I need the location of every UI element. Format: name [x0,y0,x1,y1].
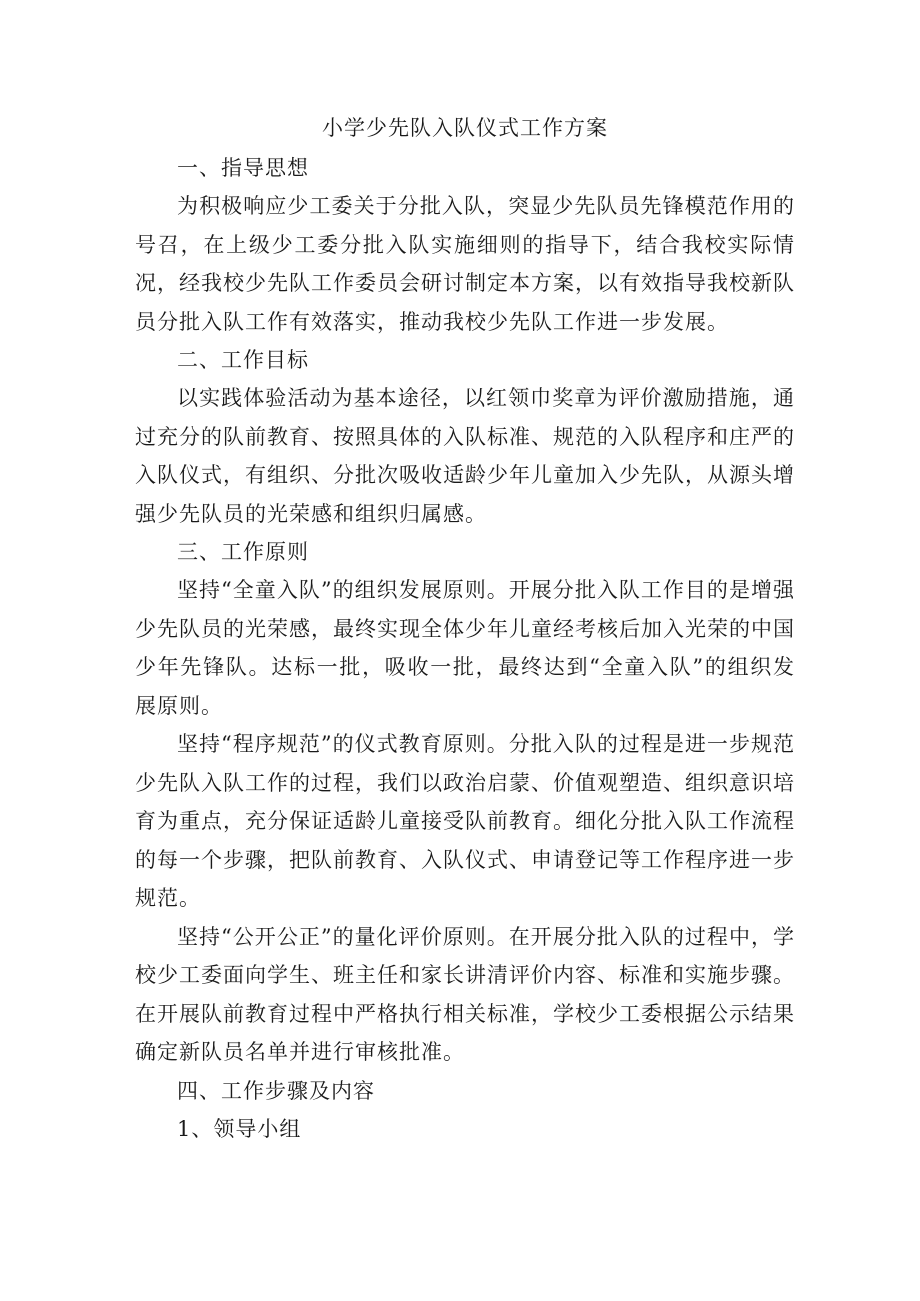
paragraph: 坚持“公开公正”的量化评价原则。在开展分批入队的过程中，学校少工委面向学生、班主任和家长讲清评价内容、标准和实施步骤。在开展队前教育过程中严格执行相关标准，学校少工委根据公示结果确定新队员名单并进行审核批准。 [135,924,795,1064]
paragraph: 以实践体验活动为基本途径，以红领巾奖章为评价激励措施，通过充分的队前教育、按照具体的入队标准、规范的入队程序和庄严的入队仪式，有组织、分批次吸收适龄少年儿童加入少先队，从源头增强少先队员的光荣感和组织归属感。 [135,386,795,526]
section-heading: 一、指导思想 [177,156,309,180]
section-guiding-ideology [135,149,795,341]
paragraph: 坚持“全童入队”的组织发展原则。开展分批入队工作目的是增强少先队员的光荣感，最终实现全体少年儿童经考核后加入光荣的中国少年先锋队。达标一批，吸收一批，最终达到“全童入队”的组织发展原则。 [135,578,795,718]
subsection-heading: 1、领导小组 [177,1116,302,1141]
paragraph: 坚持“程序规范”的仪式教育原则。分批入队的过程是进一步规范少先队入队工作的过程，我们以政治启蒙、价值观塑造、组织意识培育为重点，充分保证适龄儿童接受队前教育。细化分批入队工作流程的每一个步骤，把队前教育、入队仪式、申请登记等工作程序进一步规范。 [135,732,795,910]
section-work-goals [135,341,795,533]
section-heading: 二、工作目标 [177,348,309,372]
section-work-principles [135,533,795,1072]
document-title: 小学少先队入队仪式工作方案 [322,116,608,140]
section-heading: 四、工作步骤及内容 [177,1078,375,1103]
subsection-leadership-group [135,1110,795,1148]
section-work-steps [135,1072,795,1110]
paragraph: 为积极响应少工委关于分批入队，突显少先队员先锋模范作用的号召，在上级少工委分批入队实施细则的指导下，结合我校实际情况，经我校少先队工作委员会研讨制定本方案，以有效指导我校新队员分批入队工作有效落实，推动我校少先队工作进一步发展。 [135,194,795,334]
section-heading: 三、工作原则 [177,540,309,564]
